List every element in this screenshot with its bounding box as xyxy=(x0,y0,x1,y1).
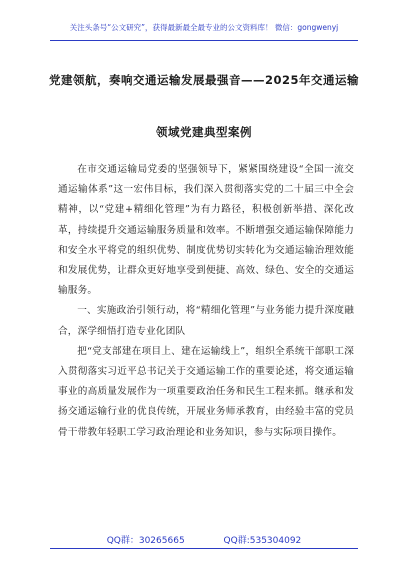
document-body xyxy=(58,160,354,443)
footer-qq-group-1: QQ群：30265665 xyxy=(106,536,185,546)
footer-contacts xyxy=(0,533,408,546)
footer-rule xyxy=(50,548,358,549)
paragraph-section-1: 把“党支部建在项目上、建在运输线上”，组织全系统干部职工深入贯彻落实习近平总书记关于交通运输工作的重要论述，将交通运输事业的高质量发展作为一项重要政治任务和民生工程来抓。继承和发扬交通运输行业的优良传统，开展业务师承教育，由经验丰富的党员骨干带教年轻职工学习政治理论和业务知识，参与实际项目操作。 xyxy=(58,345,354,438)
header-banner: 关注头条号“公文研究”，获得最新最全最专业的公文资料库！ 微信：gongwenyj xyxy=(69,23,339,32)
header-rule xyxy=(50,40,358,41)
document-title-line-1: 党建领航，奏响交通运输发展最强音——2025年交通运输 xyxy=(48,73,359,87)
section-heading-1: 一、实施政治引领行动，将“精细化管理”与业务能力提升深度融合，深学细悟打造专业化团队 xyxy=(58,305,354,337)
footer-qq-group-2: QQ群:535304092 xyxy=(223,536,302,546)
paragraph-intro: 在市交通运输局党委的坚强领导下，紧紧围绕建设“全国一流交通运输体系”这一宏伟目标，我们深入贯彻落实党的二十届三中全会精神，以“党建+精细化管理”为有力路径，积极创新举措、深化改革，持续提升交通运输服务质量和效率。不断增强交通运输保障能力和安全水平将党的组织优势、制度优势切实转化为交通运输治理效能和发展优势，让群众更好地享受到便捷、高效、绿色、安全的交通运输服务。 xyxy=(58,164,354,297)
document-title-line-2: 领域党建典型案例 xyxy=(156,125,252,139)
